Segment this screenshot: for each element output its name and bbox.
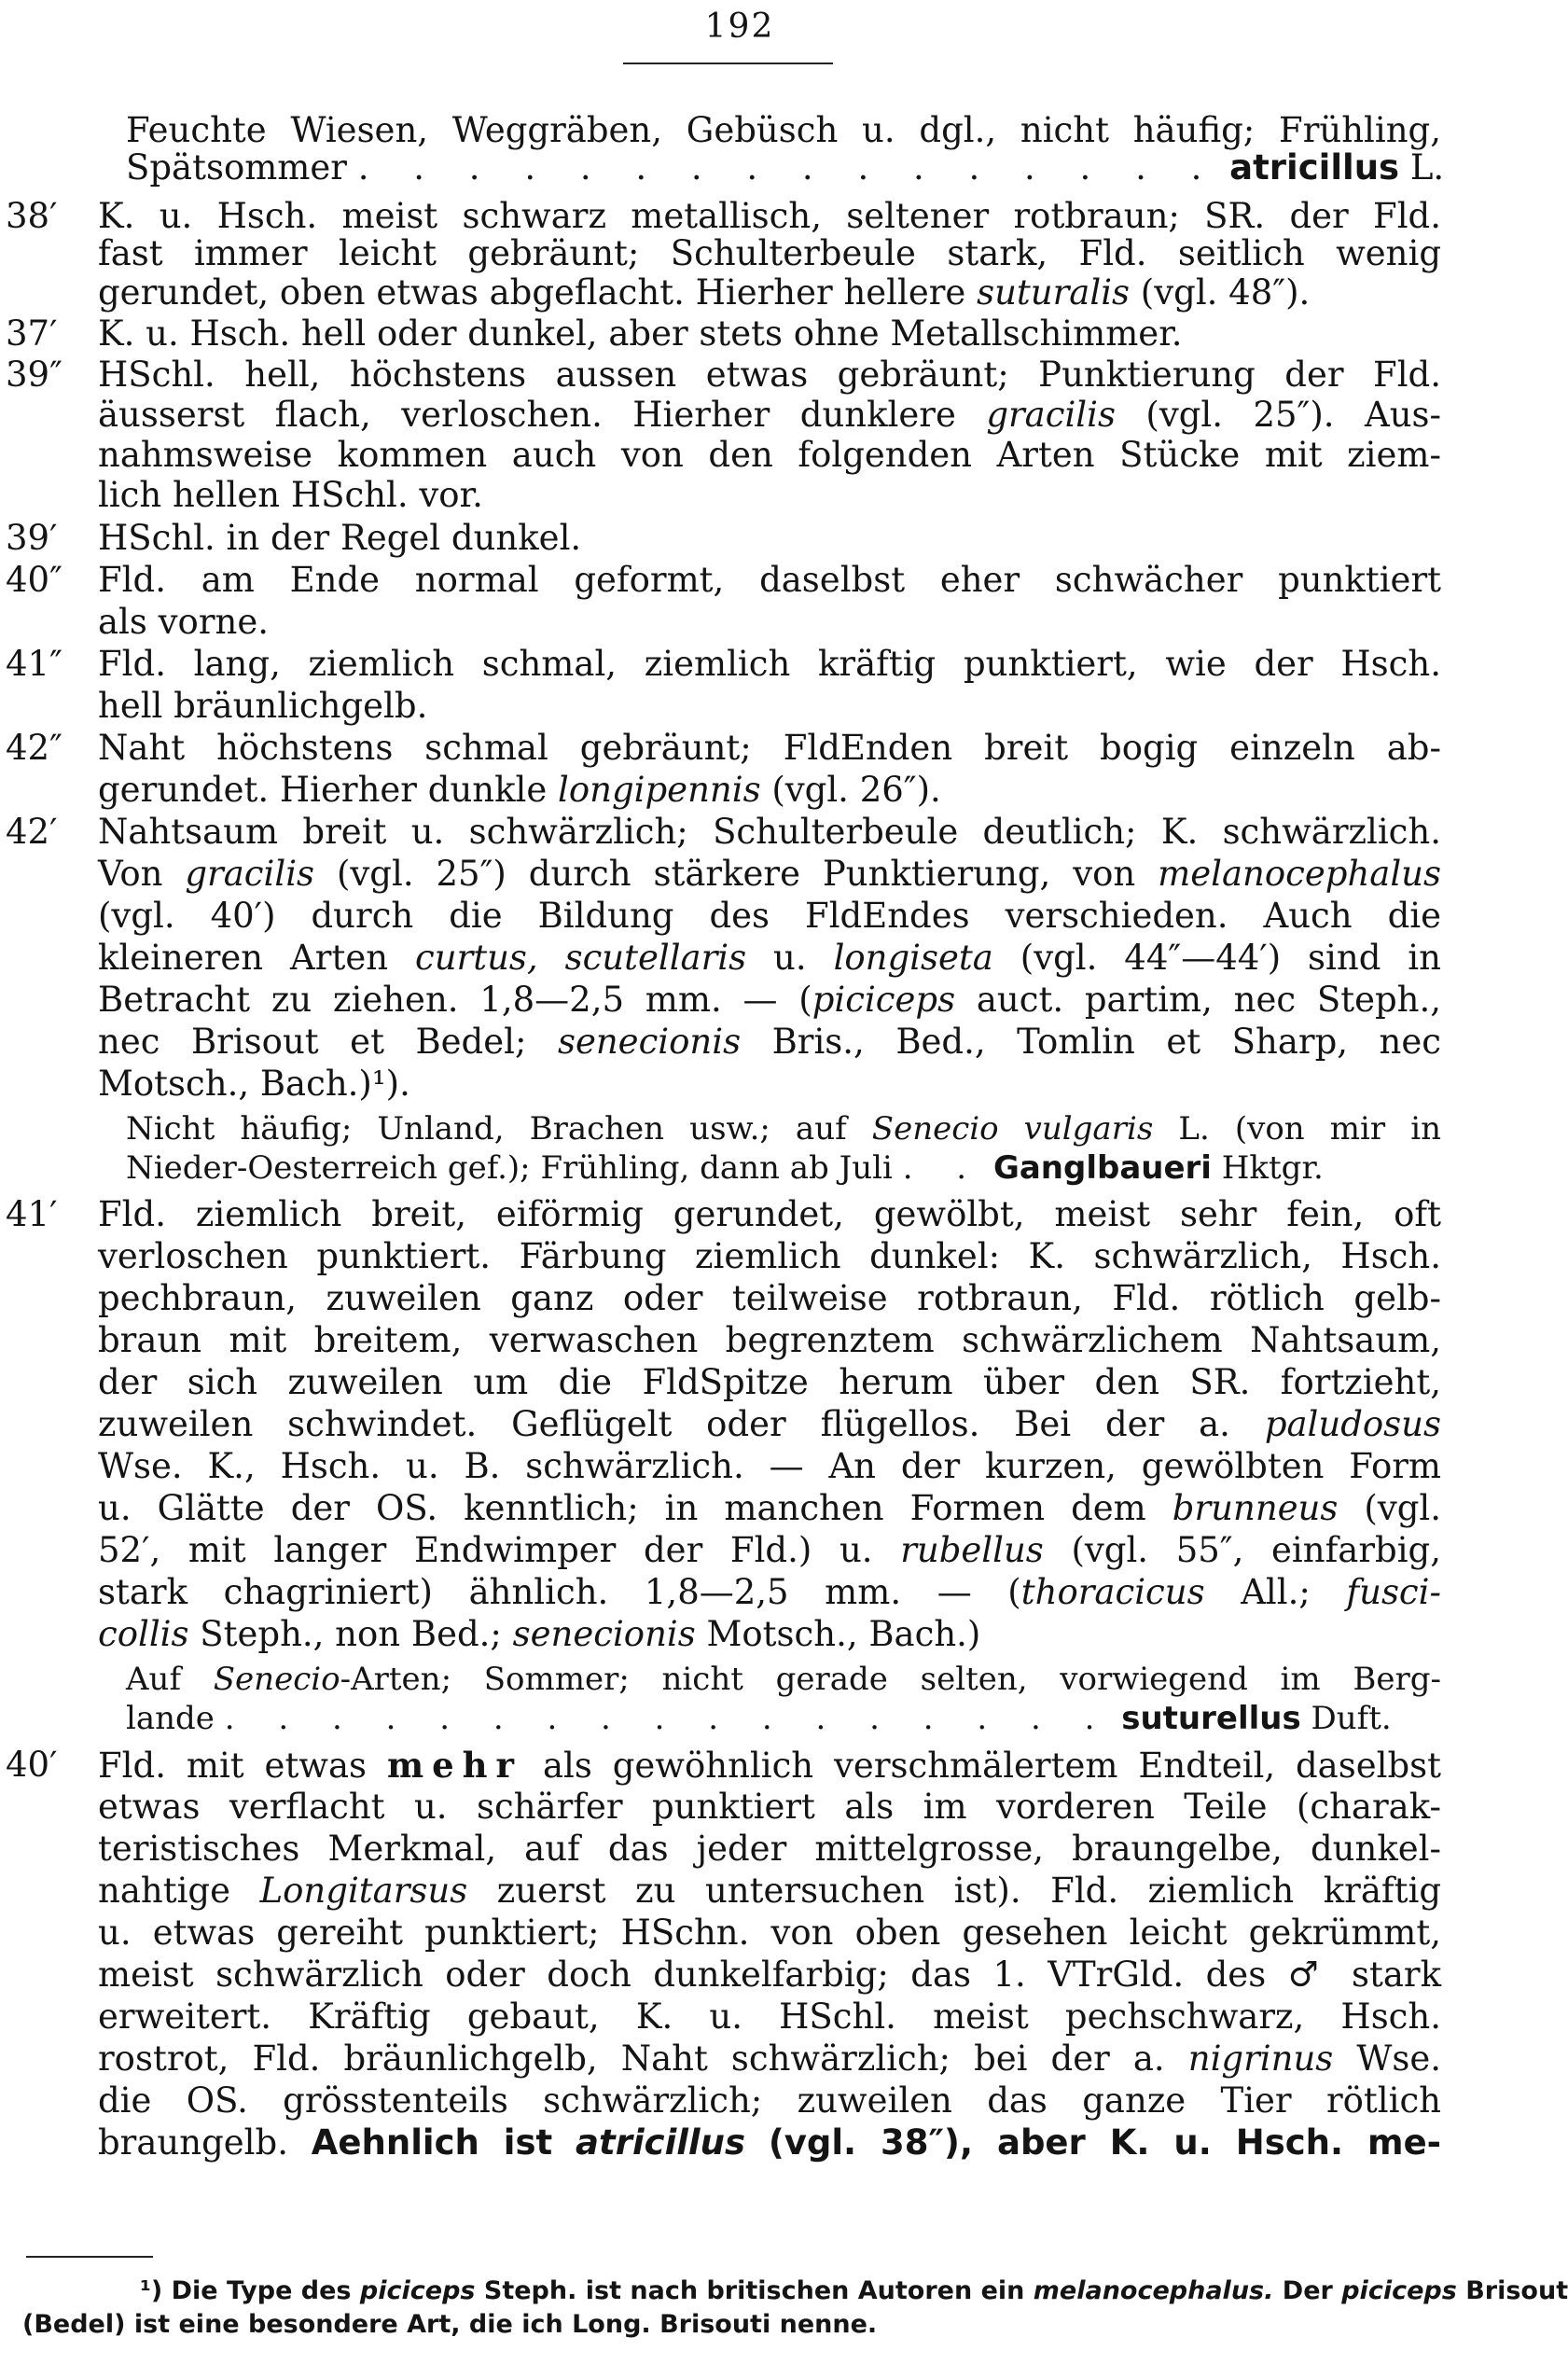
- text-line: Naht höchstens schmal gebräunt; FldEnden breit bogig einzeln ab-: [98, 728, 1441, 768]
- taxon-name: paludosus: [1264, 1404, 1441, 1444]
- text-line: [126, 1659, 1441, 1700]
- couplet-number: 39″: [6, 355, 62, 395]
- text-line: [98, 1614, 980, 1655]
- text-fragment: lande: [126, 1700, 215, 1737]
- text-fragment: Von: [98, 854, 163, 894]
- text-fragment: kleineren Arten: [98, 938, 389, 978]
- text-fragment: Aehnlich ist: [311, 2122, 553, 2163]
- taxon-name: gracilis: [986, 395, 1116, 435]
- text-line: [98, 980, 1441, 1021]
- text-fragment: nahtige: [98, 1871, 231, 1911]
- text-fragment: (vgl. 26″).: [771, 770, 941, 810]
- text-fragment: (vgl. 25″). Aus-: [1145, 395, 1442, 435]
- text-line: [126, 147, 1445, 188]
- taxon-name: melanocephalus.: [1033, 2276, 1274, 2305]
- text-fragment: zuweilen schwindet. Geflügelt oder flügellos. Bei der a.: [98, 1404, 1230, 1444]
- footnote-line: [22, 2310, 877, 2340]
- taxon-name: thoracicus: [1020, 1572, 1205, 1612]
- text-fragment: Motsch., Bach.): [706, 1614, 981, 1654]
- text-line: Nahtsaum breit u. schwärzlich; Schulterbeule deutlich; K. schwärzlich.: [98, 812, 1441, 852]
- text-line: [98, 1488, 1441, 1529]
- taxon-name: Longitarsus: [259, 1871, 468, 1911]
- text-line: Fld. am Ende normal geformt, daselbst eher schwächer punktiert: [98, 560, 1441, 600]
- text-line: [98, 770, 941, 811]
- text-line: [98, 1871, 1441, 1912]
- text-fragment: L. (von mir in: [1178, 1110, 1441, 1148]
- taxon-name: collis: [98, 1614, 189, 1654]
- text-fragment: (vgl. 48″).: [1140, 272, 1311, 313]
- text-line: Fld. lang, ziemlich schmal, ziemlich kräftig punktiert, wie der Hsch.: [98, 644, 1441, 684]
- text-fragment: u. Glätte der OS. kenntlich; in manchen Formen dem: [98, 1488, 1146, 1528]
- taxon-name: senecionis: [512, 1614, 696, 1654]
- taxon-name: piciceps: [359, 2276, 476, 2305]
- text-fragment: (vgl. 25″) durch stärkere Punktierung, von: [336, 854, 1136, 894]
- author-name: L.: [1409, 147, 1445, 188]
- text-fragment: äusserst flach, verloschen. Hierher dunklere: [98, 395, 956, 435]
- header-rule: [623, 63, 833, 64]
- text-fragment: nec Brisout et Bedel;: [98, 1022, 527, 1062]
- text-fragment: als gewöhnlich verschmälertem Endteil, daselbst: [542, 1746, 1441, 1786]
- text-fragment: 52′, mit langer Endwimper der Fld.) u.: [98, 1530, 873, 1570]
- author-name: Hktgr.: [1221, 1149, 1324, 1187]
- text-line: [98, 1022, 1441, 1063]
- text-fragment: (vgl. 44″—44′) sind in: [1020, 938, 1441, 978]
- text-fragment: Spätsommer: [126, 147, 347, 188]
- text-line: [98, 1572, 1441, 1613]
- text-fragment: (vgl. 55″, einfarbig,: [1071, 1530, 1441, 1570]
- text-fragment: auct. partim, nec Steph.,: [976, 980, 1442, 1020]
- taxon-name: piciceps: [812, 980, 956, 1020]
- text-line: nahmsweise kommen auch von den folgenden Arten Stücke mit ziem-: [98, 435, 1441, 475]
- text-line: [98, 1530, 1441, 1571]
- text-line: u. etwas gereiht punktiert; HSchn. von oben gesehen leicht gekrümmt,: [98, 1913, 1441, 1953]
- text-fragment: -Arten; Sommer; nicht gerade selten, vorwiegend im Berg-: [340, 1661, 1441, 1698]
- footnote-line: [140, 2276, 1568, 2306]
- couplet-number: 40″: [6, 560, 62, 600]
- text-line: Fld. ziemlich breit, eiförmig gerundet, gewölbt, meist sehr fein, oft: [98, 1194, 1441, 1234]
- text-line: K. u. Hsch. hell oder dunkel, aber stets ohne Metallschimmer.: [98, 313, 1183, 354]
- couplet-number: 42′: [6, 812, 58, 852]
- couplet-number: 39′: [6, 518, 58, 558]
- text-fragment: gerundet, oben etwas abgeflacht. Hierher hellere: [98, 272, 966, 313]
- taxon-name: rubellus: [900, 1530, 1044, 1570]
- text-fragment: ¹) Die Type des: [140, 2276, 352, 2305]
- text-fragment: (vgl. 38″), aber K. u. Hsch. me-: [768, 2122, 1442, 2163]
- text-fragment: Brisouti: [659, 2310, 771, 2339]
- text-fragment: All.;: [1241, 1572, 1311, 1612]
- text-line: der sich zuweilen um die FldSpitze herum über den SR. fortzieht,: [98, 1362, 1441, 1402]
- author-name: Duft.: [1311, 1700, 1392, 1737]
- text-line: [98, 2038, 1441, 2080]
- text-fragment: Steph., non Bed.;: [200, 1614, 502, 1654]
- taxon-name: brunneus: [1172, 1488, 1339, 1528]
- couplet-number: 38′: [6, 196, 58, 236]
- taxon-name: longiseta: [833, 938, 993, 978]
- text-line: meist schwärzlich oder doch dunkelfarbig; das 1. VTrGld. des ♂ stark: [98, 1955, 1441, 1995]
- text-fragment: (Bedel) ist eine besondere Art, die ich Long.: [22, 2310, 651, 2339]
- couplet-number: 41″: [6, 644, 62, 684]
- text-line: die OS. grösstenteils schwärzlich; zuweilen das ganze Tier rötlich: [98, 2080, 1441, 2121]
- text-fragment: stark chagriniert) ähnlich. 1,8—2,5 mm. — (: [98, 1572, 1021, 1612]
- text-line: als vorne.: [98, 602, 269, 642]
- text-line: Wse. K., Hsch. u. B. schwärzlich. — An der kurzen, gewölbten Form: [98, 1446, 1441, 1486]
- text-line: etwas verflacht u. schärfer punktiert als im vorderen Teile (charak-: [98, 1787, 1441, 1827]
- text-line: teristisches Merkmal, auf das jeder mittelgrosse, braungelbe, dunkel-: [98, 1829, 1441, 1869]
- text-line: [126, 1148, 1441, 1189]
- species-name: suturellus: [1121, 1700, 1301, 1737]
- text-fragment: Nieder-Oesterreich gef.); Frühling, dann ab Juli: [126, 1149, 893, 1187]
- taxon-name: piciceps: [1341, 2276, 1457, 2305]
- text-line: hell bräunlichgelb.: [98, 686, 428, 726]
- text-line: [98, 272, 1310, 313]
- text-fragment: Betracht zu ziehen. 1,8—2,5 mm. — (: [98, 980, 812, 1020]
- species-name: Ganglbaueri: [992, 1149, 1212, 1187]
- text-fragment: Steph. ist nach britischen Autoren ein: [483, 2276, 1025, 2305]
- text-line: HSchl. in der Regel dunkel.: [98, 518, 582, 558]
- text-line: HSchl. hell, höchstens aussen etwas gebräunt; Punktierung der Fld.: [98, 355, 1441, 395]
- couplet-number: 42″: [6, 728, 62, 768]
- text-line: [98, 395, 1441, 436]
- text-line: [98, 854, 1441, 895]
- taxon-name: gracilis: [185, 854, 315, 894]
- taxon-name: Senecio vulgaris: [871, 1110, 1154, 1148]
- text-line: erweitert. Kräftig gebaut, K. u. HSchl. meist pechschwarz, Hsch.: [98, 1996, 1441, 2037]
- text-line: fast immer leicht gebräunt; Schulterbeule stark, Fld. seitlich wenig: [98, 233, 1441, 273]
- text-fragment: gerundet. Hierher dunkle: [98, 770, 548, 810]
- text-fragment: Fld. mit etwas: [98, 1746, 368, 1786]
- text-line: [98, 1745, 1441, 1786]
- text-fragment: Nicht häufig; Unland, Brachen usw.; auf: [126, 1110, 847, 1148]
- leader-dots: . .: [902, 1149, 984, 1187]
- taxon-name: Senecio: [213, 1661, 340, 1698]
- couplet-number: 37′: [6, 313, 58, 354]
- text-line: [98, 2122, 1441, 2163]
- species-name: atricillus: [1229, 147, 1400, 188]
- footnote-rule: [26, 2256, 153, 2258]
- taxon-name: senecionis: [557, 1022, 742, 1062]
- taxon-name: nigrinus: [1187, 2038, 1334, 2079]
- text-fragment: (vgl.: [1364, 1488, 1442, 1528]
- taxon-name: atricillus: [576, 2122, 745, 2163]
- text-fragment: Der: [1282, 2276, 1333, 2305]
- couplet-number: 40′: [6, 1745, 58, 1785]
- text-fragment: zuerst zu untersuchen ist). Fld. ziemlich kräftig: [496, 1871, 1441, 1911]
- text-line: K. u. Hsch. meist schwarz metallisch, seltener rotbraun; SR. der Fld.: [98, 196, 1441, 236]
- text-line: [98, 1404, 1441, 1445]
- text-line: braun mit breitem, verwaschen begrenztem schwärzlichem Nahtsaum,: [98, 1320, 1441, 1360]
- text-line: Feuchte Wiesen, Weggräben, Gebüsch u. dgl., nicht häufig; Frühling,: [126, 110, 1441, 150]
- page-number: 192: [704, 7, 775, 46]
- text-line: verloschen punktiert. Färbung ziemlich dunkel: K. schwärzlich, Hsch.: [98, 1236, 1441, 1276]
- taxon-name: fusci-: [1346, 1572, 1441, 1612]
- spaced-emphasis: mehr: [386, 1745, 523, 1786]
- text-line: (vgl. 40′) durch die Bildung des FldEndes verschieden. Auch die: [98, 896, 1441, 936]
- text-fragment: rostrot, Fld. bräunlichgelb, Naht schwärzlich; bei der a.: [98, 2038, 1165, 2079]
- text-line: Motsch., Bach.)¹).: [98, 1064, 410, 1104]
- taxon-name: curtus, scutellaris: [414, 938, 747, 978]
- taxon-name: melanocephalus: [1158, 854, 1441, 894]
- text-line: [98, 938, 1441, 979]
- text-fragment: Wse.: [1356, 2038, 1442, 2079]
- text-line: pechbraun, zuweilen ganz oder teilweise rotbraun, Fld. rötlich gelb-: [98, 1278, 1441, 1318]
- taxon-name: longipennis: [558, 770, 761, 810]
- leader-dots: . . . . . . . . . . . . . . . .: [357, 147, 1219, 188]
- couplet-number: 41′: [6, 1194, 58, 1234]
- text-line: lich hellen HSchl. vor.: [98, 475, 483, 515]
- text-fragment: braungelb.: [98, 2122, 288, 2163]
- text-line: [126, 1698, 1441, 1739]
- text-fragment: Brisout: [1465, 2276, 1568, 2305]
- text-fragment: Bris., Bed., Tomlin et Sharp, nec: [771, 1022, 1441, 1062]
- text-fragment: u.: [773, 938, 807, 978]
- text-fragment: Auf: [126, 1661, 182, 1698]
- text-line: [126, 1108, 1441, 1149]
- taxon-name: suturalis: [977, 272, 1131, 313]
- text-fragment: nenne.: [779, 2310, 878, 2339]
- leader-dots: . . . . . . . . . . . . . . . . .: [224, 1700, 1112, 1737]
